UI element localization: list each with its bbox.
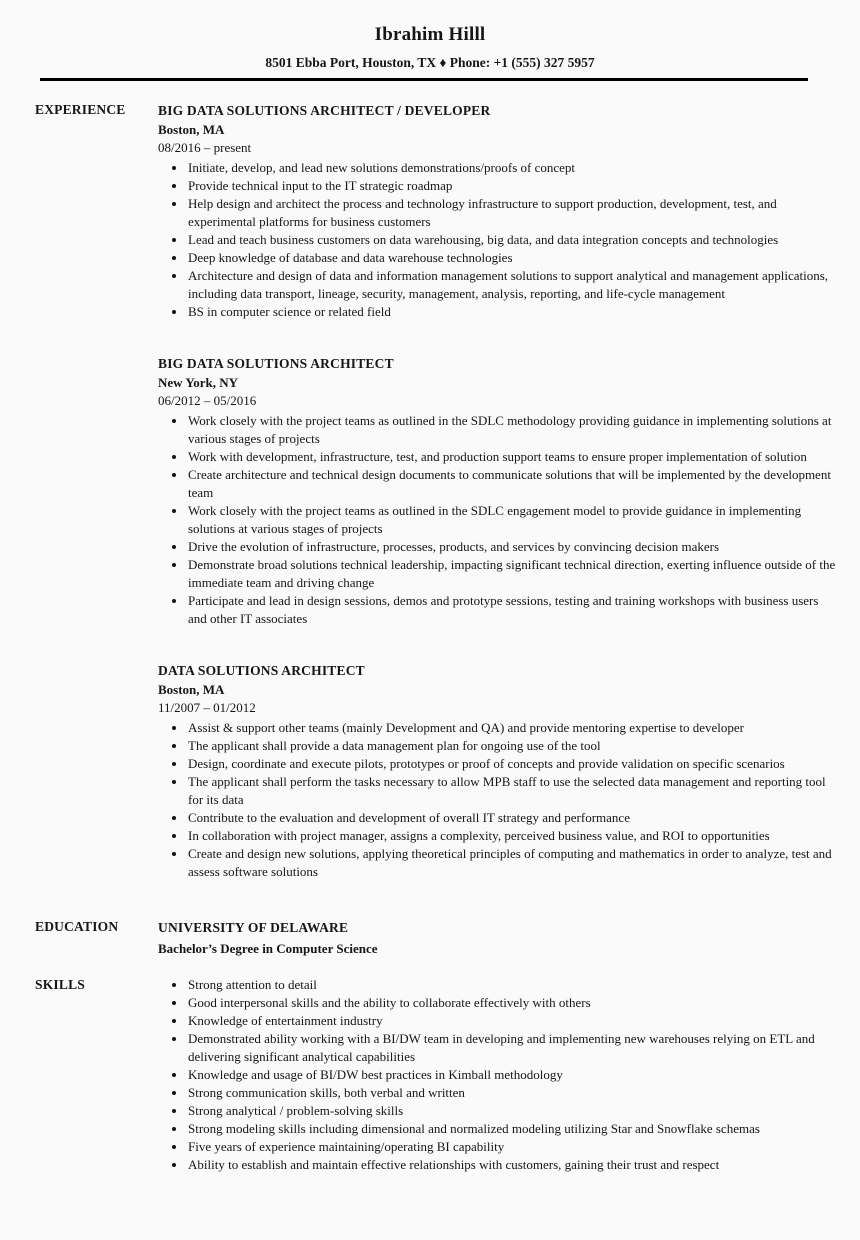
bullet-item: • Initiate, develop, and lead new solutions demonstrations/proofs of concept bbox=[187, 159, 838, 177]
header-divider bbox=[40, 78, 808, 81]
education-degree: Bachelor’s Degree in Computer Science bbox=[158, 940, 378, 956]
bullet-item: • The applicant shall provide a data management plan for ongoing use of the tool bbox=[187, 737, 838, 755]
job-location: New York, NY bbox=[158, 374, 239, 390]
bullet-item: • Strong modeling skills including dimensional and normalized modeling utilizing Star and Snowflake schemas bbox=[187, 1120, 838, 1138]
job-bullet-list bbox=[158, 159, 838, 321]
bullet-item: • Design, coordinate and execute pilots, prototypes or proof of concepts and provide validation on specific scenarios bbox=[187, 755, 838, 773]
section-label-skills: SKILLS bbox=[35, 976, 85, 992]
job-entry-1 bbox=[158, 101, 838, 321]
job-entry-2 bbox=[158, 354, 838, 628]
bullet-item: • Work with development, infrastructure, test, and production support teams to ensure proper implementation of solution bbox=[187, 448, 838, 466]
bullet-item: • Drive the evolution of infrastructure, processes, products, and services by convincing decision makers bbox=[187, 538, 838, 556]
resume-body bbox=[0, 101, 860, 1174]
job-dates: 06/2012 – 05/2016 bbox=[158, 392, 257, 408]
job-title: DATA SOLUTIONS ARCHITECT bbox=[158, 662, 365, 678]
bullet-item: • Participate and lead in design sessions, demos and prototype sessions, testing and training workshops with business users and other IT associates bbox=[187, 592, 838, 628]
bullet-item: • BS in computer science or related field bbox=[187, 303, 838, 321]
skills-bullet-list bbox=[158, 976, 838, 1174]
bullet-item: • Provide technical input to the IT strategic roadmap bbox=[187, 177, 838, 195]
bullet-item: • Knowledge of entertainment industry bbox=[187, 1012, 838, 1030]
bullet-item: • Strong communication skills, both verbal and written bbox=[187, 1084, 838, 1102]
bullet-item: • Demonstrate broad solutions technical leadership, impacting significant technical direction, exerting influence outside of the immediate team and driving change bbox=[187, 556, 838, 592]
bullet-item: • Work closely with the project teams as outlined in the SDLC methodology providing guidance in implementing solutions at various stages of projects bbox=[187, 412, 838, 448]
bullet-item: • Help design and architect the process and technology infrastructure to support production, development, test, and experimental platforms for business customers bbox=[187, 195, 838, 231]
skills-content bbox=[158, 976, 838, 1174]
section-label-education: EDUCATION bbox=[35, 918, 119, 934]
section-label-experience: EXPERIENCE bbox=[35, 101, 126, 117]
job-dates: 08/2016 – present bbox=[158, 139, 252, 155]
bullet-item: • Demonstrated ability working with a BI/DW team in developing and implementing new warehouses relying on ETL and delivering significant analytical capabilities bbox=[187, 1030, 838, 1066]
bullet-item: • Deep knowledge of database and data warehouse technologies bbox=[187, 249, 838, 267]
job-entry-3 bbox=[158, 661, 838, 881]
bullet-item: • Strong attention to detail bbox=[187, 976, 838, 994]
bullet-item: • Five years of experience maintaining/operating BI capability bbox=[187, 1138, 838, 1156]
bullet-item: • Knowledge and usage of BI/DW best practices in Kimball methodology bbox=[187, 1066, 838, 1084]
job-title: BIG DATA SOLUTIONS ARCHITECT bbox=[158, 355, 394, 371]
job-location: Boston, MA bbox=[158, 681, 225, 697]
bullet-item: • Create and design new solutions, applying theoretical principles of computing and mathematics in order to analyze, test and assess software solutions bbox=[187, 845, 838, 881]
bullet-item: • The applicant shall perform the tasks necessary to allow MPB staff to use the selected data management and reporting tool for its data bbox=[187, 773, 838, 809]
bullet-item: • Work closely with the project teams as outlined in the SDLC engagement model to provide guidance in implementing solutions at various stages of projects bbox=[187, 502, 838, 538]
education-section bbox=[0, 918, 860, 958]
skills-section bbox=[0, 976, 860, 1174]
person-name: Ibrahim Hilll bbox=[374, 24, 486, 45]
education-school: UNIVERSITY OF DELAWARE bbox=[158, 919, 349, 935]
bullet-item: • Assist & support other teams (mainly Development and QA) and provide mentoring expertise to developer bbox=[187, 719, 838, 737]
bullet-item: • Strong analytical / problem-solving skills bbox=[187, 1102, 838, 1120]
education-content bbox=[158, 918, 838, 958]
bullet-item: • Architecture and design of data and information management solutions to support analytical and management applications, including data transport, lineage, security, management, analysis, reporting, and life-cycle management bbox=[187, 267, 838, 303]
bullet-item: • Contribute to the evaluation and development of overall IT strategy and performance bbox=[187, 809, 838, 827]
bullet-item: • Ability to establish and maintain effective relationships with customers, gaining their trust and respect bbox=[187, 1156, 838, 1174]
experience-section bbox=[0, 101, 860, 881]
job-bullet-list bbox=[158, 412, 838, 628]
job-title: BIG DATA SOLUTIONS ARCHITECT / DEVELOPER bbox=[158, 102, 491, 118]
bullet-item: • In collaboration with project manager, assigns a complexity, perceived business value, and ROI to opportunities bbox=[187, 827, 838, 845]
contact-line: 8501 Ebba Port, Houston, TX ♦ Phone: +1 (555) 327 5957 bbox=[265, 55, 595, 70]
bullet-item: • Good interpersonal skills and the ability to collaborate effectively with others bbox=[187, 994, 838, 1012]
bullet-item: • Create architecture and technical design documents to communicate solutions that will be implemented by the development team bbox=[187, 466, 838, 502]
job-location: Boston, MA bbox=[158, 121, 225, 137]
job-dates: 11/2007 – 01/2012 bbox=[158, 699, 256, 715]
job-bullet-list bbox=[158, 719, 838, 881]
bullet-item: • Lead and teach business customers on data warehousing, big data, and data integration concepts and technologies bbox=[187, 231, 838, 249]
experience-content bbox=[158, 101, 838, 881]
